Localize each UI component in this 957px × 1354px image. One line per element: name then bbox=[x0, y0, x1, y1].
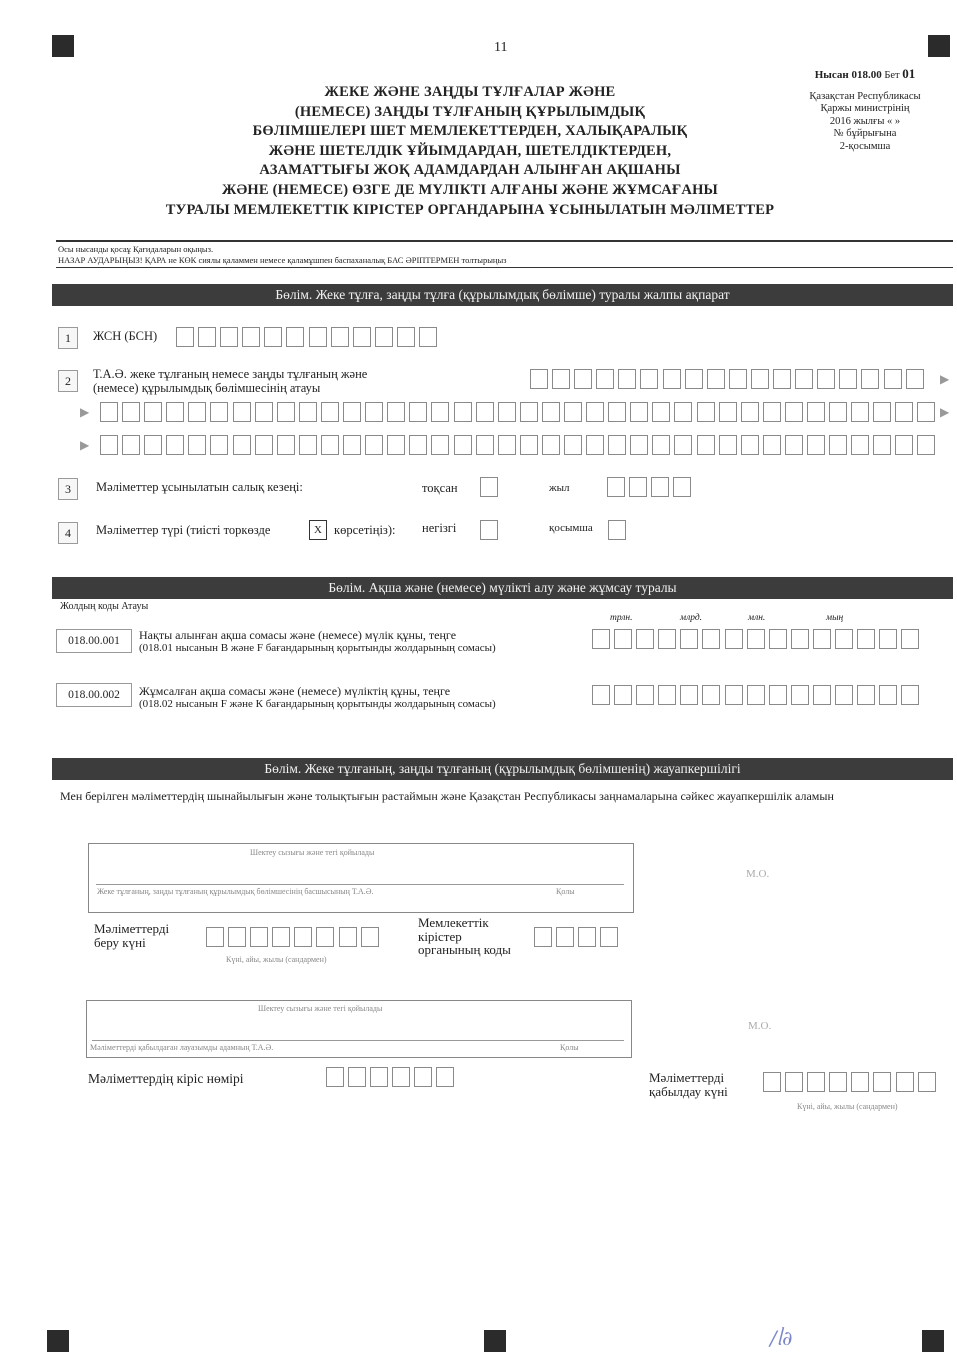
section3-header: Бөлім. Жеке тұлғаның, заңды тұлғаның (құрылымдық бөлімшенің) жауапкершілігі bbox=[52, 758, 953, 780]
field-number: 4 bbox=[58, 522, 78, 544]
spent-amount-input[interactable] bbox=[592, 685, 923, 705]
submit-date-label-line: беру күні bbox=[94, 934, 146, 950]
ministry-line: 2016 жылғы « » bbox=[829, 115, 901, 127]
sig1-bottom-hint: Жеке тұлғаның, заңды тұлғаның құрылымдық бөлімшесінің басшысының Т.А.Ә. bbox=[97, 887, 374, 896]
sig2-top-hint: Шектеу сызығы және тегі қойылады bbox=[258, 1004, 383, 1013]
sig1-line bbox=[96, 884, 624, 885]
received-amount-input[interactable] bbox=[592, 629, 923, 649]
unit-mln: млн. bbox=[748, 613, 766, 623]
accept-date-label-line: Мәліметтерді bbox=[649, 1070, 725, 1085]
unit-thousand: мың bbox=[826, 613, 844, 623]
corner-mark-bottom-right bbox=[922, 1330, 944, 1352]
field-number: 2 bbox=[58, 370, 78, 392]
type-label-suffix: көрсетіңіз): bbox=[334, 523, 396, 537]
columns-label: Жолдың коды Атауы bbox=[60, 601, 149, 612]
accept-date-hint: Күні, айы, жылы (сандармен) bbox=[797, 1102, 898, 1111]
sig2-bottom-hint: Мәліметтерді қабылдаған лауазымды адамның Т.А.Ә. bbox=[90, 1043, 274, 1052]
submit-date-label bbox=[94, 922, 169, 949]
ministry-line: Қазақстан Республикасы bbox=[809, 90, 921, 102]
org-code-label bbox=[418, 916, 511, 957]
section1-header: Бөлім. Жеке тұлға, заңды тұлға (құрылымдық бөлімше) туралы жалпы ақпарат bbox=[52, 284, 953, 306]
org-code-label-line: органының коды bbox=[418, 942, 511, 957]
responsibility-statement: Мен берілген мәліметтердің шынайылығын және толықтығын растаймын және Қазақстан Республикасы заңнамаларына сәйкес жауапкершілік аламын bbox=[60, 789, 834, 803]
page-title bbox=[110, 83, 830, 220]
continue-arrow-icon: ▶ bbox=[940, 372, 950, 386]
org-code-label-line: кірістер bbox=[418, 928, 462, 944]
title-line: ЖӘНЕ ШЕТЕЛДІК ҰЙЫМДАРДАН, ШЕТЕЛДІКТЕРДЕН, bbox=[268, 142, 672, 159]
accept-date-label bbox=[649, 1071, 728, 1098]
field-number: 1 bbox=[58, 327, 78, 349]
year-label: жыл bbox=[549, 482, 570, 494]
title-line: ТУРАЛЫ МЕМЛЕКЕТТІК КІРІСТЕР ОРГАНДАРЫНА ҰСЫНЫЛАТЫН МӘЛІМЕТТЕР bbox=[165, 201, 775, 218]
title-line: ЖӘНЕ (НЕМЕСЕ) ӨЗГЕ ДЕ МҮЛІКТІ АЛҒАНЫ ЖӘНЕ ЖҰМСАҒАНЫ bbox=[221, 181, 718, 198]
instruction-note: Осы нысанды қосаұ Қағидаларын оқыңыз. bbox=[58, 244, 214, 254]
divider bbox=[56, 267, 953, 268]
additional-checkbox[interactable] bbox=[608, 520, 630, 540]
row-code: 018.00.002 bbox=[56, 683, 132, 707]
sig1-top-hint: Шектеу сызығы және тегі қойылады bbox=[250, 848, 375, 857]
row-title: Жұмсалған ақша сомасы және (немесе) мүліктің құны, теңге bbox=[139, 684, 451, 698]
accept-date-label-line: қабылдау күні bbox=[649, 1083, 728, 1099]
submit-date-input[interactable] bbox=[206, 927, 383, 947]
unit-mlrd: млрд. bbox=[680, 613, 703, 623]
additional-label: қосымша bbox=[549, 522, 593, 534]
submit-date-hint: Күні, айы, жылы (сандармен) bbox=[226, 955, 327, 964]
continue-arrow-icon: ▶ bbox=[80, 405, 90, 419]
accept-date-input[interactable] bbox=[763, 1072, 940, 1092]
corner-mark-top-right bbox=[928, 35, 950, 57]
divider bbox=[56, 240, 953, 242]
iin-input[interactable] bbox=[176, 327, 441, 347]
name-input-row-1[interactable] bbox=[530, 369, 928, 389]
year-input[interactable] bbox=[607, 477, 695, 497]
quarter-input[interactable] bbox=[480, 477, 502, 497]
name-label-line: (немесе) құрылымдық бөлімшесінің атауы bbox=[93, 380, 321, 395]
handwritten-signature: /ᥣ∂ bbox=[770, 1326, 793, 1350]
corner-mark-bottom-center bbox=[484, 1330, 506, 1352]
name-label bbox=[93, 368, 367, 395]
iin-label: ЖСН (БСН) bbox=[93, 329, 158, 343]
name-label-line: Т.А.Ә. жеке тұлғаның немесе заңды тұлғаның және bbox=[93, 367, 368, 381]
incoming-number-label: Мәліметтердің кіріс нөмірі bbox=[88, 1071, 244, 1086]
submit-date-label-line: Мәліметтерді bbox=[94, 921, 170, 936]
page-value: 01 bbox=[902, 66, 916, 81]
stamp-place-1: М.О. bbox=[746, 868, 770, 880]
row-code: 018.00.001 bbox=[56, 629, 132, 653]
row-title: Нақты алынған ақша сомасы және (немесе) мүлік құны, теңге bbox=[139, 628, 457, 642]
corner-mark-top-left bbox=[52, 35, 74, 57]
x-mark-example: X bbox=[309, 520, 327, 540]
stamp-place-2: М.О. bbox=[748, 1020, 772, 1032]
incoming-number-input[interactable] bbox=[326, 1067, 459, 1087]
name-input-row-2[interactable] bbox=[100, 402, 940, 422]
continue-arrow-icon: ▶ bbox=[80, 438, 90, 452]
sig1-right-hint: Қолы bbox=[556, 887, 575, 896]
attention-note: НАЗАР АУДАРЫҢЫЗ! ҚАРА не КӨК сиялы қаламмен немесе қаламұшпен баспаханалық БАС ӘРІПТЕРМЕН толтырыңыз bbox=[58, 255, 507, 265]
section2-header: Бөлім. Ақша және (немесе) мүлікті алу және жұмсау туралы bbox=[52, 577, 953, 599]
field-number: 3 bbox=[58, 478, 78, 500]
page-label: Бет bbox=[884, 70, 900, 81]
primary-checkbox[interactable] bbox=[480, 520, 502, 540]
org-code-input[interactable] bbox=[534, 927, 622, 947]
page-number: 11 bbox=[494, 40, 508, 55]
type-label: Мәліметтер түрі (тиісті торкөзде bbox=[96, 523, 271, 537]
continue-arrow-icon: ▶ bbox=[940, 405, 950, 419]
org-code-label-line: Мемлекеттік bbox=[418, 915, 489, 930]
title-line: АЗАМАТТЫҒЫ ЖОҚ АДАМДАРДАН АЛЫНҒАН АҚШАНЫ bbox=[259, 162, 681, 179]
row-subtitle: (018.01 нысанын В және F бағандарының қорытынды жолдарының сомасы) bbox=[139, 642, 496, 654]
quarter-label: тоқсан bbox=[422, 481, 458, 495]
form-code: Нысан 018.00 bbox=[814, 69, 882, 81]
sig2-right-hint: Қолы bbox=[560, 1043, 579, 1052]
row-subtitle: (018.02 нысанын F және К бағандарының қорытынды жолдарының сомасы) bbox=[139, 698, 496, 710]
tax-period-label: Мәліметтер ұсынылатын салық кезеңі: bbox=[96, 480, 303, 494]
name-input-row-3[interactable] bbox=[100, 435, 940, 455]
primary-label: негізгі bbox=[422, 521, 457, 535]
title-line: (НЕМЕСЕ) ЗАҢДЫ ТҰЛҒАНЫҢ ҚҰРЫЛЫМДЫҚ bbox=[294, 103, 646, 120]
unit-trln: трлн. bbox=[610, 613, 633, 623]
title-line: ЖЕКЕ ЖӘНЕ ЗАҢДЫ ТҰЛҒАЛАР ЖӘНЕ bbox=[324, 84, 616, 100]
sig2-line bbox=[92, 1040, 624, 1041]
ministry-line: Қаржы министрінің bbox=[820, 103, 910, 114]
title-line: БӨЛІМШЕЛЕРІ ШЕТ МЕМЛЕКЕТТЕРДЕН, ХАЛЫҚАРАЛЫҚ bbox=[252, 123, 688, 140]
ministry-line: № бұйрығына bbox=[833, 128, 897, 139]
ministry-line: 2-қосымша bbox=[839, 140, 891, 152]
corner-mark-bottom-left bbox=[47, 1330, 69, 1352]
